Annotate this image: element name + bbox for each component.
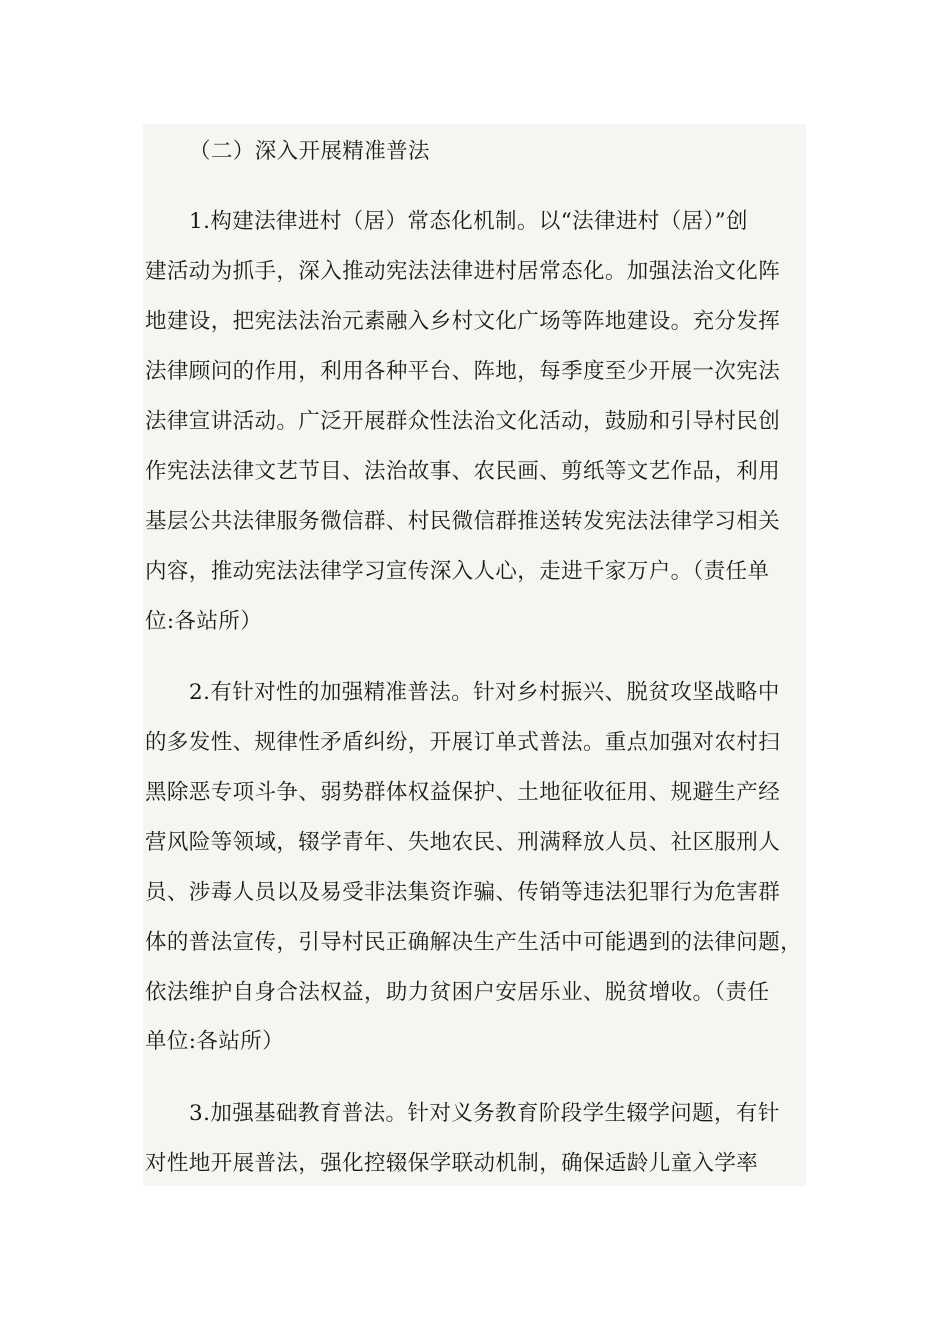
paragraph-2-line-1: 2.有针对性的加强精准普法。针对乡村振兴、脱贫攻坚战略中 (189, 680, 780, 705)
paragraph-1-line-6: 作宪法法律文艺节目、法治故事、农民画、剪纸等文艺作品，利用 (145, 459, 781, 484)
paragraph-1-line-4: 法律顾问的作用，利用各种平台、阵地，每季度至少开展一次宪法 (145, 359, 781, 384)
paragraph-3-line-2: 对性地开展普法，强化控辍保学联动机制，确保适龄儿童入学率 (145, 1151, 759, 1176)
paragraph-1-line-5: 法律宣讲活动。广泛开展群众性法治文化活动，鼓励和引导村民创 (145, 409, 781, 434)
paragraph-1-line-1: 1.构建法律进村（居）常态化机制。以“法律进村（居）”创 (189, 209, 748, 234)
paragraph-2-line-2: 的多发性、规律性矛盾纠纷，开展订单式普法。重点加强对农村扫 (145, 730, 781, 755)
paragraph-1-line-3: 地建设，把宪法法治元素融入乡村文化广场等阵地建设。充分发挥 (145, 309, 781, 334)
paragraph-1-line-9: 位:各站所） (145, 609, 263, 634)
paragraph-1-line-8: 内容，推动宪法法律学习宣传深入人心，走进千家万户。（责任单 (145, 559, 770, 584)
paragraph-2-line-4: 营风险等领域，辍学青年、失地农民、刑满释放人员、社区服刑人 (145, 830, 781, 855)
paragraph-3-line-1: 3.加强基础教育普法。针对义务教育阶段学生辍学问题，有针 (189, 1101, 780, 1126)
paragraph-2-line-7: 依法维护自身合法权益，助力贫困户安居乐业、脱贫增收。（责任 (145, 980, 770, 1005)
paragraph-1-line-7: 基层公共法律服务微信群、村民微信群推送转发宪法法律学习相关 (145, 509, 781, 534)
paragraph-2-line-3: 黑除恶专项斗争、弱势群体权益保护、土地征收征用、规避生产经 (145, 780, 781, 805)
paragraph-2-line-6: 体的普法宣传，引导村民正确解决生产生活中可能遇到的法律问题， (145, 930, 803, 955)
paragraph-1-line-2: 建活动为抓手，深入推动宪法法律进村居常态化。加强法治文化阵 (145, 259, 781, 284)
paragraph-2-line-8: 单位:各站所） (145, 1029, 285, 1054)
section-heading: （二）深入开展精准普法 (189, 139, 430, 164)
paragraph-2-line-5: 员、涉毒人员以及易受非法集资诈骗、传销等违法犯罪行为危害群 (145, 880, 781, 905)
document-page (143, 124, 806, 1186)
